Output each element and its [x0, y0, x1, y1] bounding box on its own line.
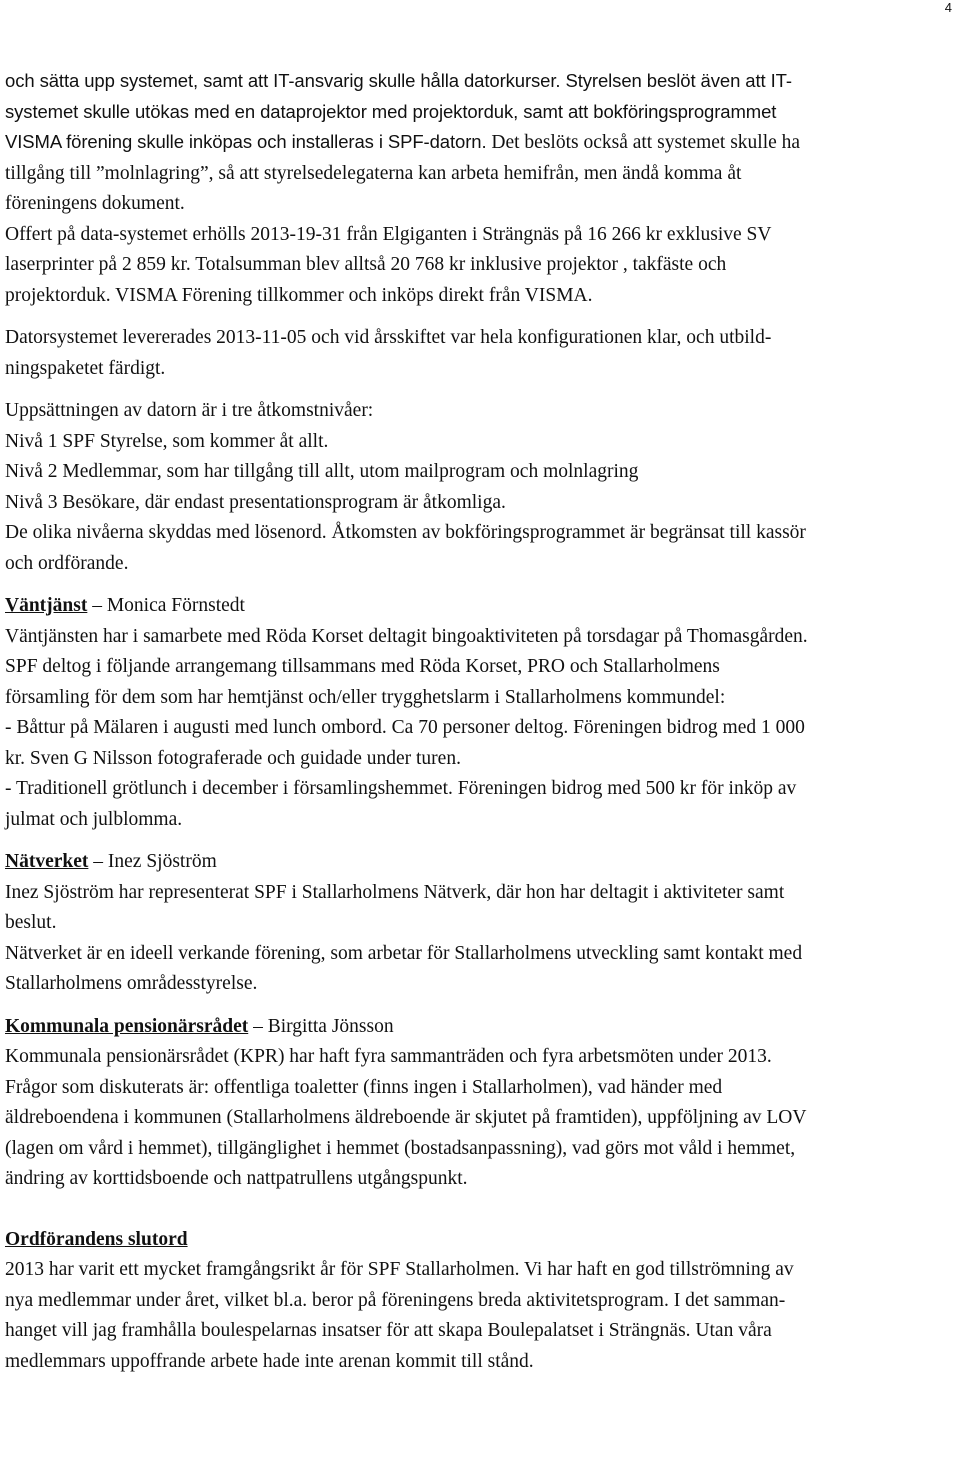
section-title: Kommunala pensionärsrådet	[5, 1015, 249, 1037]
text-line: församling för dem som har hemtjänst och/eller trygghetslarm i Stallarholmens kommundel:	[5, 686, 726, 708]
text-line: äldreboendena i kommunen (Stallarholmens äldreboende är skjutet på framtiden), uppföljning av LOV	[5, 1107, 807, 1128]
text-line: hanget vill jag framhålla boulespelarnas insatser för att skapa Boulepalatset i Strängnäs. Utan våra	[5, 1320, 772, 1341]
text-line: Nivå 2 Medlemmar, som har tillgång till allt, utom mailprogram och molnlagring	[5, 461, 639, 482]
text-line: ändring av korttidsboende och nattpatrullens utgångspunkt.	[5, 1168, 468, 1189]
text-line: Stallarholmens områdesstyrelse.	[5, 973, 258, 994]
text-line: De olika nivåerna skyddas med lösenord. Åtkomsten av bokföringsprogrammet är begränsat till kassör	[5, 522, 806, 543]
text-line: och sätta upp systemet, samt att IT-ansvarig skulle hålla datorkurser. Styrelsen beslöt även att IT-	[5, 70, 792, 91]
text-line: Kommunala pensionärsrådet (KPR) har haft fyra sammanträden och fyra arbetsmöten under 2013.	[5, 1046, 772, 1067]
section-natverket	[5, 847, 955, 1000]
document-body	[5, 66, 955, 1377]
section-vantjanst	[5, 591, 955, 835]
section-person: – Inez Sjöström	[88, 851, 217, 872]
text-line: Frågor som diskuterats är: offentliga toaletter (finns ingen i Stallarholmen), vad händer med	[5, 1076, 723, 1098]
text-line: julmat och julblomma.	[5, 808, 183, 830]
text-line: Nivå 3 Besökare, där endast presentationsprogram är åtkomliga.	[5, 491, 506, 513]
text-line: Väntjänsten har i samarbete med Röda Korset deltagit bingoaktiviteten på torsdagar på Thomasgården.	[5, 625, 808, 647]
spacer	[5, 835, 955, 847]
section-title: Ordförandens slutord	[5, 1228, 188, 1250]
spacer	[5, 384, 955, 396]
spacer	[5, 1195, 955, 1213]
text-segment: VISMA förening skulle inköpas och installeras i SPF-datorn.	[5, 131, 487, 152]
section-heading	[5, 591, 955, 622]
text-line: laserprinter på 2 859 kr. Totalsumman blev alltså 20 768 kr inklusive projektor , takfäste och	[5, 254, 727, 275]
text-line: föreningens dokument.	[5, 193, 185, 214]
text-line: (lagen om vård i hemmet), tillgänglighet i hemmet (bostadsanpassning), vad görs mot våld i hemmet,	[5, 1137, 796, 1159]
text-line: ningspaketet färdigt.	[5, 357, 166, 379]
text-line: projektorduk. VISMA Förening tillkommer och inköps direkt från VISMA.	[5, 284, 593, 306]
text-line: Nätverket är en ideell verkande förening, som arbetar för Stallarholmens utveckling samt kontakt med	[5, 942, 803, 964]
section-title: Väntjänst	[5, 595, 88, 616]
text-line: - Traditionell grötlunch i december i församlingshemmet. Föreningen bidrog med 500 kr för inköp av	[5, 778, 797, 799]
page-number: 4	[944, 0, 952, 15]
text-segment: Det beslöts också att systemet skulle ha	[486, 132, 801, 153]
text-line: - Båttur på Mälaren i augusti med lunch ombord. Ca 70 personer deltog. Föreningen bidrog med 1 000	[5, 717, 805, 738]
text-line: SPF deltog i följande arrangemang tillsammans med Röda Korset, PRO och Stallarholmens	[5, 656, 720, 677]
spacer	[5, 579, 955, 591]
section-person: – Monica Förnstedt	[87, 595, 245, 616]
section-title: Nätverket	[5, 851, 89, 872]
spacer	[5, 1000, 955, 1012]
text-line: tillgång till ”molnlagring”, så att styrelsedelegaterna kan arbeta hemifrån, men ändå komma åt	[5, 162, 742, 184]
section-person: – Birgitta Jönsson	[248, 1015, 394, 1037]
text-line: Offert på data-systemet erhölls 2013-19-31 från Elgiganten i Strängnäs på 16 266 kr exklusive SV	[5, 223, 772, 245]
text-line: Inez Sjöström har representerat SPF i Stallarholmens Nätverk, där hon har deltagit i aktiviteter samt	[5, 881, 785, 903]
access-levels-paragraph	[5, 396, 955, 579]
text-line: Uppsättningen av datorn är i tre åtkomstnivåer:	[5, 400, 374, 421]
spacer	[5, 311, 955, 323]
text-line: beslut.	[5, 912, 57, 933]
text-line: systemet skulle utökas med en dataprojektor med projektorduk, samt att bokföringsprogrammet	[5, 100, 777, 122]
text-line: kr. Sven G Nilsson fotograferade och guidade under turen.	[5, 747, 461, 769]
delivery-paragraph	[5, 323, 955, 384]
section-heading	[5, 847, 955, 878]
text-line: 2013 har varit ett mycket framgångsrikt år för SPF Stallarholmen. Vi har haft en god tillströmning av	[5, 1259, 794, 1280]
section-heading	[5, 1012, 955, 1043]
text-line-mixed	[5, 127, 955, 159]
text-line: medlemmars uppoffrande arbete hade inte arenan kommit till stånd.	[5, 1350, 534, 1372]
section-slutord	[5, 1225, 955, 1378]
section-kpr	[5, 1012, 955, 1195]
text-line: Datorsystemet levererades 2013-11-05 och vid årsskiftet var hela konfigurationen klar, och utbild-	[5, 327, 772, 348]
text-line: Nivå 1 SPF Styrelse, som kommer åt allt.	[5, 430, 329, 452]
section-heading	[5, 1225, 955, 1256]
spacer	[5, 1213, 955, 1225]
text-line: och ordförande.	[5, 552, 129, 574]
it-system-paragraph	[5, 66, 955, 311]
text-line: nya medlemmar under året, vilket bl.a. beror på föreningens breda aktivitetsprogram. I det samman-	[5, 1289, 786, 1311]
